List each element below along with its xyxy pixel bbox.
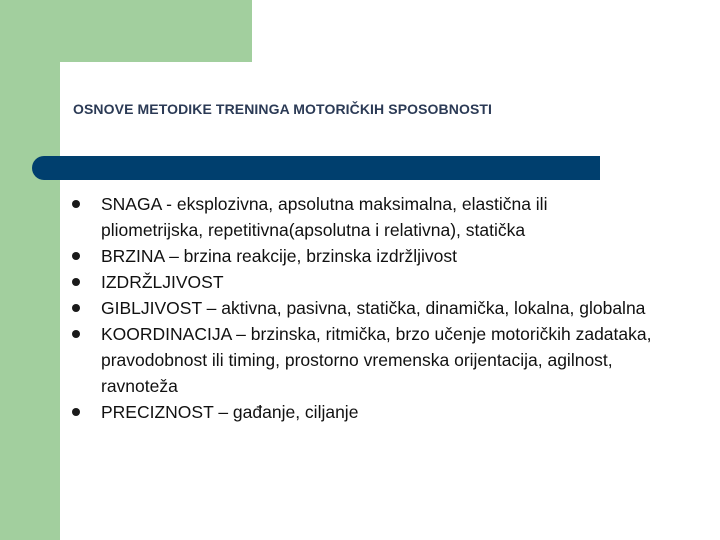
- bullet-dot-icon: [72, 278, 80, 286]
- green-left-stripe: [0, 0, 60, 540]
- bullet-item-snaga: [72, 191, 652, 243]
- bullet-dot-icon: [72, 408, 80, 416]
- bullet-item-gibljivost: [72, 295, 652, 321]
- bullet-item-koordinacija: [72, 321, 652, 399]
- bullet-text: GIBLJIVOST – aktivna, pasivna, statička, dinamička, lokalna, globalna: [101, 298, 646, 318]
- title-divider-bar: [32, 156, 600, 180]
- slide-title: OSNOVE METODIKE TRENINGA MOTORIČKIH SPOSOBNOSTI: [73, 101, 493, 117]
- bullet-item-brzina: [72, 243, 652, 269]
- bullet-text: PRECIZNOST – gađanje, ciljanje: [101, 402, 359, 422]
- bullet-text: KOORDINACIJA – brzinska, ritmička, brzo učenje motoričkih zadataka, pravodobnost ili timing, prostorno vremenska orijentacija, agilnost, ravnoteža: [101, 324, 652, 396]
- bullet-text: BRZINA – brzina reakcije, brzinska izdržljivost: [101, 246, 457, 266]
- bullet-dot-icon: [72, 304, 80, 312]
- bullet-list: [72, 191, 652, 425]
- bullet-dot-icon: [72, 330, 80, 338]
- bullet-dot-icon: [72, 200, 80, 208]
- bullet-item-izdrzljivost: [72, 269, 652, 295]
- bullet-text: IZDRŽLJIVOST: [101, 272, 224, 292]
- bullet-item-preciznost: [72, 399, 652, 425]
- bullet-text: SNAGA - eksplozivna, apsolutna maksimalna, elastična ili pliometrijska, repetitivna(apsolutna i relativna), statička: [101, 194, 548, 240]
- bullet-dot-icon: [72, 252, 80, 260]
